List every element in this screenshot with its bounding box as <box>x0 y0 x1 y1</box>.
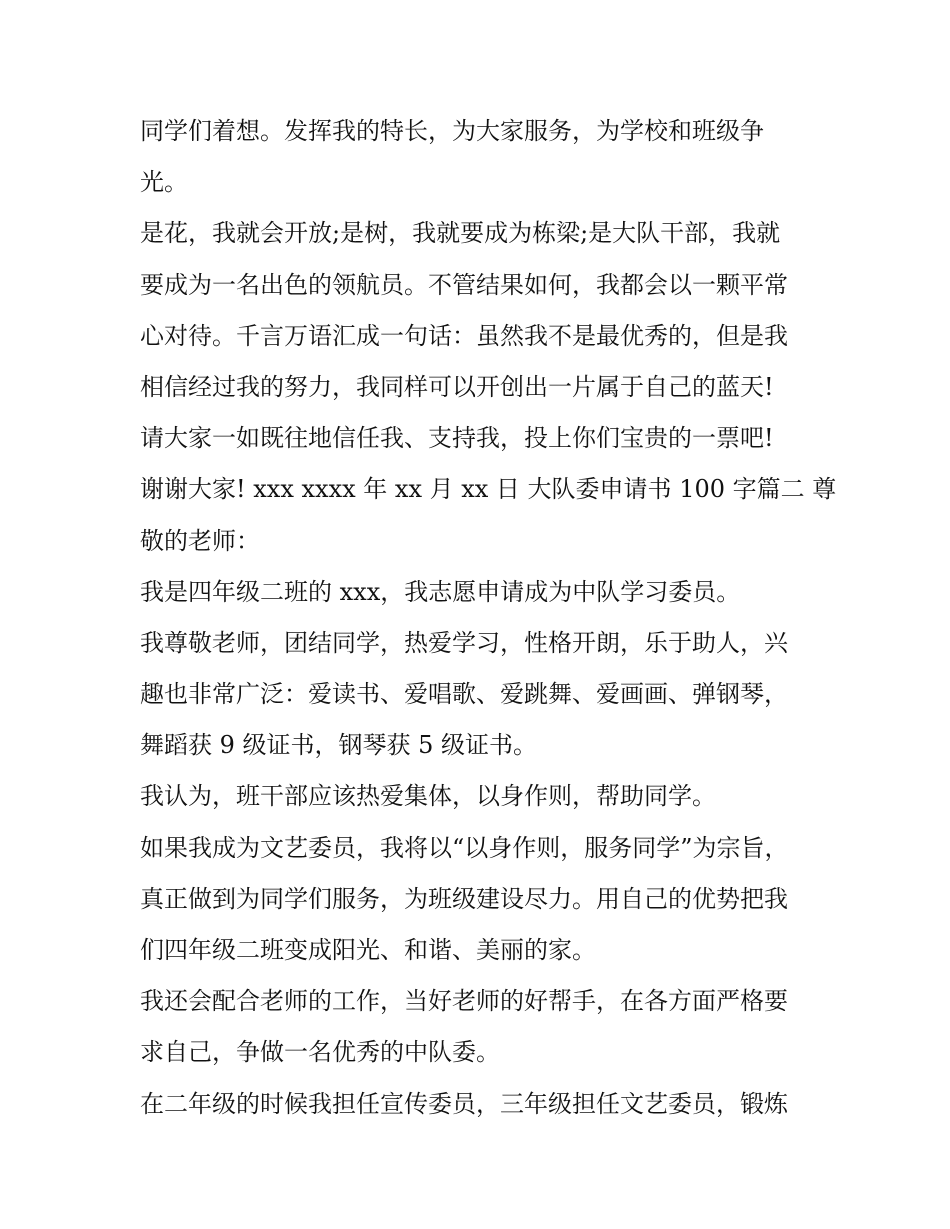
text-line: 我认为，班干部应该热爱集体，以身作则，帮助同学。 <box>140 782 716 811</box>
text-line: 请大家一如既往地信任我、支持我，投上你们宝贵的一票吧! <box>140 424 774 453</box>
text-line: 舞蹈获 9 级证书，钢琴获 5 级证书。 <box>140 731 538 760</box>
text-line: 求自己，争做一名优秀的中队委。 <box>140 1038 500 1067</box>
text-line: 真正做到为同学们服务，为班级建设尽力。用自己的优势把我 <box>140 884 788 913</box>
text-line: 如果我成为文艺委员，我将以“以身作则，服务同学”为宗旨， <box>140 833 789 862</box>
text-line: 我尊敬老师，团结同学，热爱学习，性格开朗，乐于助人，兴 <box>140 628 788 657</box>
text-line: 同学们着想。发挥我的特长，为大家服务，为学校和班级争 <box>140 117 764 145</box>
text-line: 相信经过我的努力，我同样可以开创出一片属于自己的蓝天! <box>140 372 774 401</box>
text-line: 谢谢大家! xxx xxxx 年 xx 月 xx 日 大队委申请书 100 字篇二 尊 <box>140 475 837 504</box>
document-body <box>140 106 837 1130</box>
text-line: 们四年级二班变成阳光、和谐、美丽的家。 <box>140 936 596 964</box>
text-line: 趣也非常广泛：爱读书、爱唱歌、爱跳舞、爱画画、弹钢琴， <box>140 680 788 709</box>
text-line: 是花，我就会开放;是树，我就要成为栋梁;是大队干部，我就 <box>140 219 781 248</box>
text-line: 敬的老师： <box>140 526 260 555</box>
text-line: 我是四年级二班的 xxx，我志愿申请成为中队学习委员。 <box>140 577 741 606</box>
text-line: 心对待。千言万语汇成一句话：虽然我不是最优秀的，但是我 <box>140 321 788 350</box>
text-line: 要成为一名出色的领航员。不管结果如何，我都会以一颗平常 <box>140 270 788 299</box>
text-line: 光。 <box>140 168 188 197</box>
text-line: 在二年级的时候我担任宣传委员，三年级担任文艺委员，锻炼 <box>140 1089 788 1118</box>
text-line: 我还会配合老师的工作，当好老师的好帮手，在各方面严格要 <box>140 987 788 1016</box>
